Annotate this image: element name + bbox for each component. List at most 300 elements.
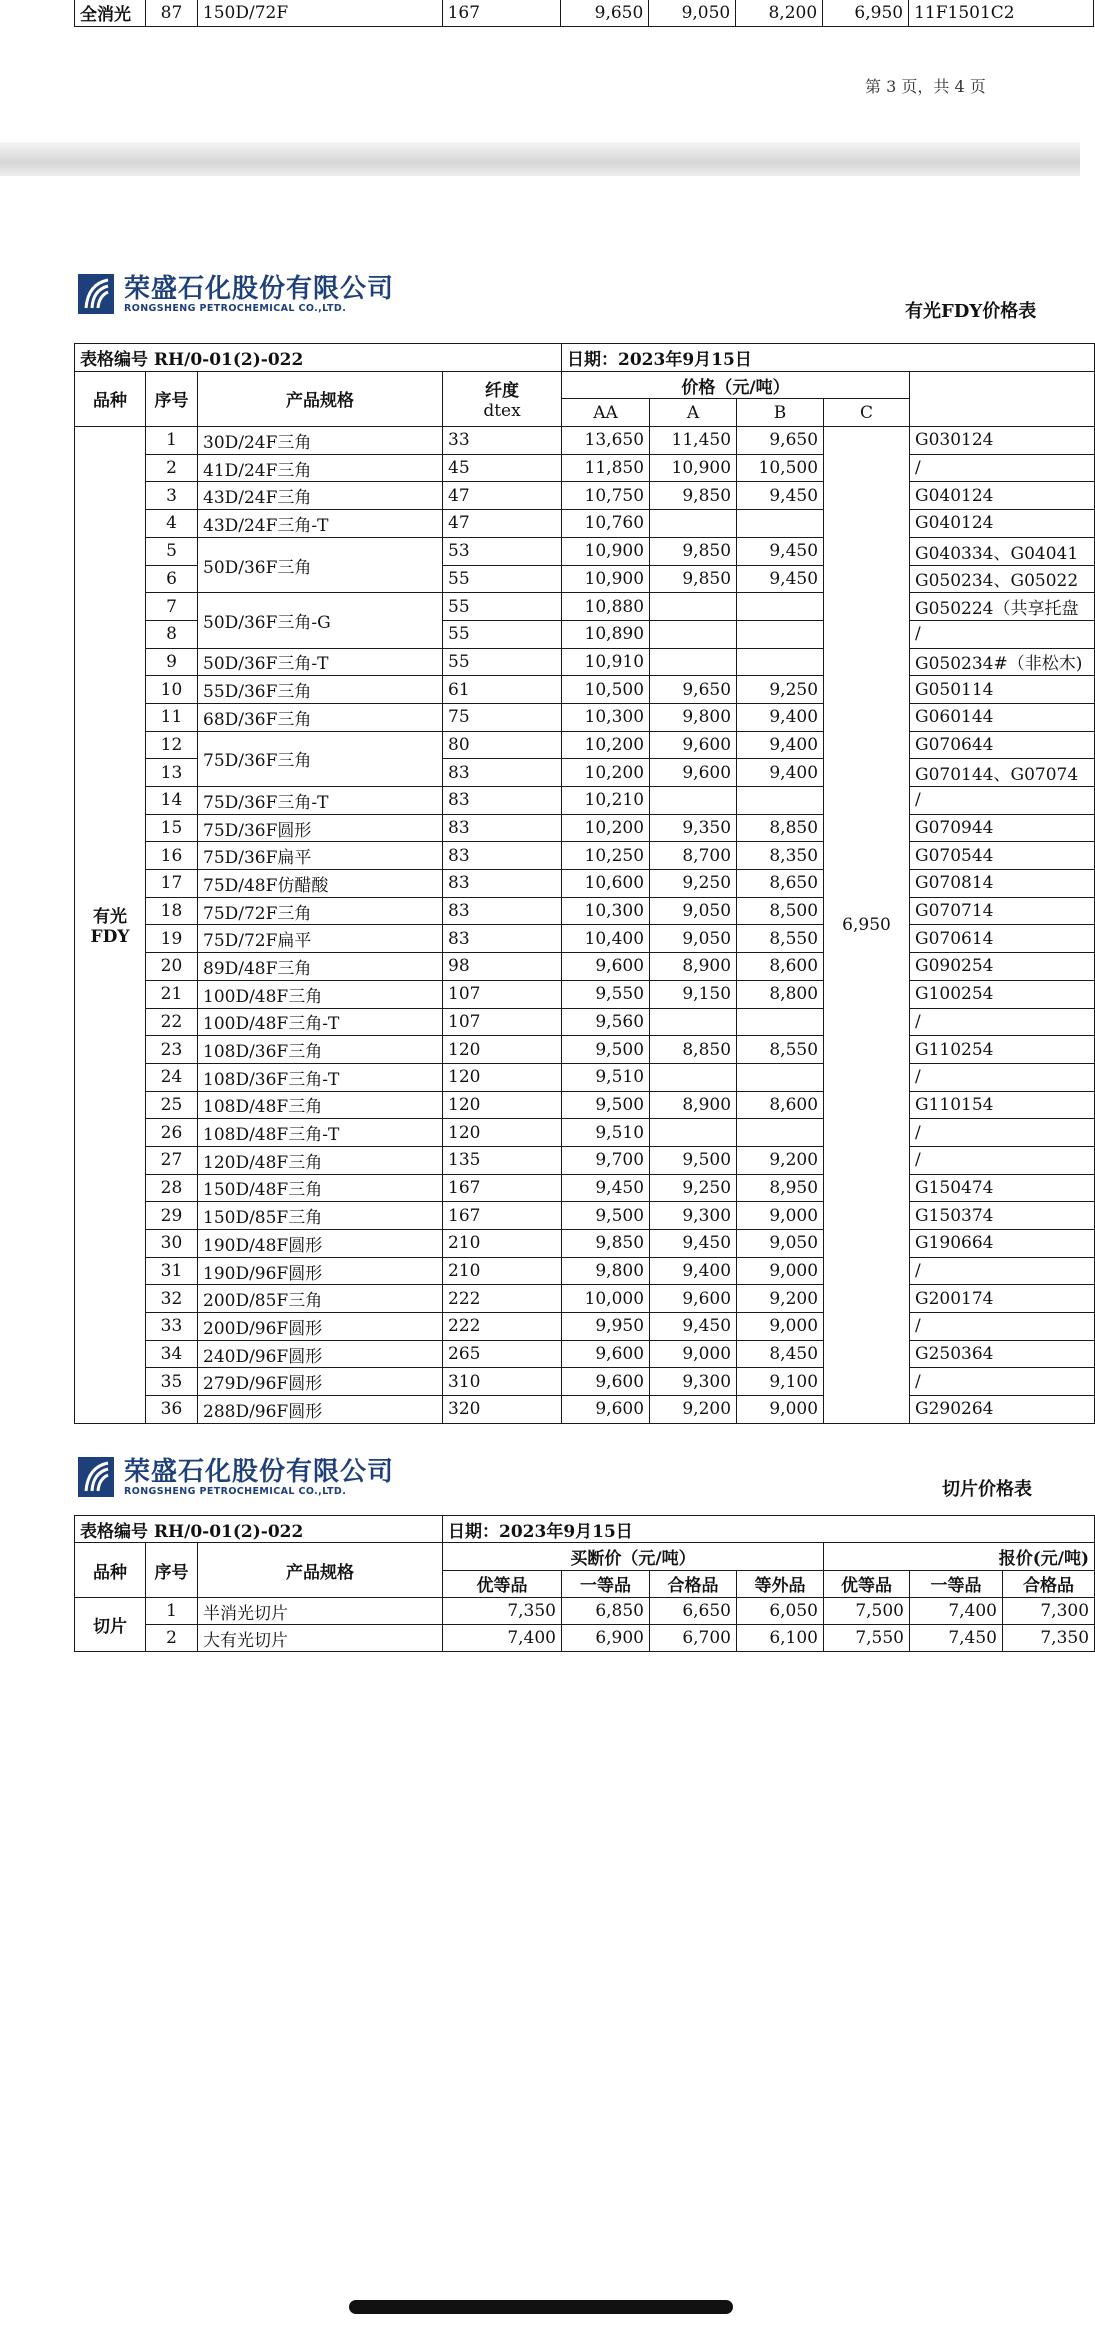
price-b-cell: 9,200 (737, 1146, 824, 1174)
chip-header-buyout-first: 一等品 (562, 1570, 650, 1597)
chip-type-cell: 切片 (75, 1597, 146, 1652)
code-cell: / (910, 1257, 1095, 1285)
code-cell: G070644 (910, 731, 1095, 759)
code-cell: / (910, 1008, 1095, 1036)
table-row (75, 870, 1095, 898)
no-cell: 23 (146, 1036, 198, 1064)
price-b-cell: 9,650 (737, 427, 824, 455)
dtex-cell: 83 (443, 870, 562, 898)
code-cell: G040124 (910, 510, 1095, 538)
chip-quote-premium-cell: 7,500 (824, 1597, 910, 1624)
dtex-cell: 55 (443, 620, 562, 648)
price-aa-cell: 10,750 (562, 482, 650, 510)
no-cell: 8 (146, 620, 198, 648)
code-cell: G050114 (910, 676, 1095, 704)
price-a-cell: 9,600 (650, 731, 737, 759)
no-cell: 26 (146, 1119, 198, 1147)
spec-cell: 68D/36F三角 (198, 703, 443, 731)
price-b-cell: 10,500 (737, 454, 824, 482)
no-cell: 27 (146, 1146, 198, 1174)
price-b-cell: 9,000 (737, 1313, 824, 1341)
price-b-cell (737, 1063, 824, 1091)
price-b-cell: 9,000 (737, 1396, 824, 1424)
price-a-cell: 9,250 (650, 1174, 737, 1202)
spec-cell: 50D/36F三角-G (198, 593, 443, 648)
price-a-cell: 9,250 (650, 870, 737, 898)
price-aa-cell: 10,890 (562, 620, 650, 648)
price-b-cell: 8,850 (737, 814, 824, 842)
table-row (75, 1091, 1095, 1119)
price-b-cell (737, 1119, 824, 1147)
spec-cell: 75D/36F三角 (198, 731, 443, 786)
price-aa-cell: 10,600 (562, 870, 650, 898)
table-row (75, 1119, 1095, 1147)
chip-header-quote-qualified: 合格品 (1003, 1570, 1095, 1597)
dtex-cell: 55 (443, 593, 562, 621)
table-row (75, 814, 1095, 842)
price-b-cell: 9,250 (737, 676, 824, 704)
spec-cell: 41D/24F三角 (198, 454, 443, 482)
price-aa-cell: 9,600 (562, 1340, 650, 1368)
dtex-cell: 167 (442, 0, 561, 27)
no-cell: 18 (146, 897, 198, 925)
table-row (75, 925, 1095, 953)
spec-cell: 75D/36F圆形 (198, 814, 443, 842)
spec-cell: 75D/48F仿醋酸 (198, 870, 443, 898)
home-indicator[interactable] (349, 2300, 733, 2314)
no-cell: 32 (146, 1285, 198, 1313)
price-a-cell (650, 787, 737, 815)
price-a-cell: 9,300 (650, 1368, 737, 1396)
price-aa-cell: 10,250 (562, 842, 650, 870)
price-aa-cell: 9,600 (562, 1396, 650, 1424)
price-c-cell: 6,950 (824, 427, 910, 1424)
price-a-cell: 9,050 (650, 925, 737, 953)
no-cell: 25 (146, 1091, 198, 1119)
no-cell: 15 (146, 814, 198, 842)
fdy-price-title: 有光FDY价格表 (905, 301, 1037, 322)
price-a-cell: 9,050 (650, 897, 737, 925)
no-cell: 11 (146, 703, 198, 731)
no-cell: 17 (146, 870, 198, 898)
no-cell: 3 (146, 482, 198, 510)
price-aa-cell: 10,880 (562, 593, 650, 621)
dtex-cell: 98 (443, 953, 562, 981)
price-a-cell: 9,500 (650, 1146, 737, 1174)
chip-buyout-first-cell: 6,850 (562, 1597, 650, 1624)
dtex-cell: 55 (443, 648, 562, 676)
rongsheng-logo-icon (78, 1455, 114, 1499)
price-aa-cell: 10,500 (562, 676, 650, 704)
price-a-cell: 9,150 (650, 980, 737, 1008)
price-aa-cell: 13,650 (562, 427, 650, 455)
table-row (75, 897, 1095, 925)
chip-buyout-qualified-cell: 6,700 (650, 1625, 737, 1652)
price-a-cell: 9,600 (650, 1285, 737, 1313)
spec-cell: 100D/48F三角-T (198, 1008, 443, 1036)
price-aa-cell: 9,550 (562, 980, 650, 1008)
price-aa-cell: 9,650 (561, 0, 649, 27)
chip-header-quote-first: 一等品 (910, 1570, 1003, 1597)
header-no: 序号 (146, 371, 198, 426)
dtex-cell: 83 (443, 814, 562, 842)
price-aa-cell: 10,760 (562, 510, 650, 538)
price-aa-cell: 9,800 (562, 1257, 650, 1285)
dtex-cell: 33 (443, 427, 562, 455)
price-a-cell: 9,850 (650, 537, 737, 565)
code-cell: G070614 (910, 925, 1095, 953)
chip-header-type: 品种 (75, 1543, 146, 1598)
price-a-cell (650, 510, 737, 538)
price-b-cell: 9,450 (737, 482, 824, 510)
dtex-cell: 45 (443, 454, 562, 482)
spec-cell: 75D/72F三角 (198, 897, 443, 925)
dtex-cell: 53 (443, 537, 562, 565)
fdy-type-cell (75, 427, 146, 1424)
table-row (75, 980, 1095, 1008)
spec-cell: 120D/48F三角 (198, 1146, 443, 1174)
price-aa-cell: 10,210 (562, 787, 650, 815)
price-b-cell: 8,350 (737, 842, 824, 870)
price-b-cell (737, 648, 824, 676)
price-b-cell: 9,450 (737, 537, 824, 565)
dtex-cell: 83 (443, 925, 562, 953)
price-b-cell: 8,650 (737, 870, 824, 898)
chip-quote-first-cell: 7,450 (910, 1625, 1003, 1652)
dtex-cell: 47 (443, 482, 562, 510)
previous-page-table-row (74, 0, 1094, 27)
price-b-cell: 9,400 (737, 731, 824, 759)
table-row (75, 1202, 1095, 1230)
price-b-cell: 9,400 (737, 759, 824, 787)
no-cell: 87 (145, 0, 197, 27)
code-cell: G190664 (910, 1230, 1095, 1258)
price-a-cell (650, 593, 737, 621)
price-b-cell: 9,100 (737, 1368, 824, 1396)
price-aa-cell: 9,600 (562, 953, 650, 981)
no-cell: 28 (146, 1174, 198, 1202)
chip-spec-cell: 半消光切片 (198, 1597, 443, 1624)
table-row (75, 1313, 1095, 1341)
no-cell: 7 (146, 593, 198, 621)
spec-cell: 89D/48F三角 (198, 953, 443, 981)
code-cell: G070544 (910, 842, 1095, 870)
spec-cell: 108D/48F三角-T (198, 1119, 443, 1147)
spec-cell: 200D/96F圆形 (198, 1313, 443, 1341)
price-aa-cell: 9,560 (562, 1008, 650, 1036)
price-b-cell: 9,400 (737, 703, 824, 731)
price-b-cell: 8,450 (737, 1340, 824, 1368)
table-row (75, 953, 1095, 981)
chip-header-buyout-qualified: 合格品 (650, 1570, 737, 1597)
dtex-cell: 80 (443, 731, 562, 759)
chip-quote-qualified-cell: 7,300 (1003, 1597, 1095, 1624)
table-row (75, 703, 1095, 731)
price-a-cell: 9,000 (650, 1340, 737, 1368)
code-cell: G040124 (910, 482, 1095, 510)
table-row (75, 1063, 1095, 1091)
table-row (75, 1340, 1095, 1368)
chip-header-quote: 报价(元/吨) (824, 1543, 1095, 1570)
header-b: B (737, 399, 824, 427)
price-aa-cell: 9,510 (562, 1119, 650, 1147)
price-a-cell: 9,800 (650, 703, 737, 731)
price-a-cell: 8,900 (650, 1091, 737, 1119)
header-a: A (650, 399, 737, 427)
chip-header-buyout-off: 等外品 (737, 1570, 824, 1597)
chip-header-quote-premium: 优等品 (824, 1570, 910, 1597)
price-a-cell: 9,300 (650, 1202, 737, 1230)
no-cell: 33 (146, 1313, 198, 1341)
no-cell: 34 (146, 1340, 198, 1368)
code-cell: 11F1501C2 (909, 0, 1094, 27)
dtex-cell: 83 (443, 759, 562, 787)
spec-cell: 150D/72F (197, 0, 442, 27)
header-dtex-line1: 纤度 (485, 381, 519, 402)
price-b-cell (737, 510, 824, 538)
spec-cell: 200D/85F三角 (198, 1285, 443, 1313)
price-a-cell: 9,350 (650, 814, 737, 842)
no-cell: 12 (146, 731, 198, 759)
spec-cell: 100D/48F三角 (198, 980, 443, 1008)
type-cell: 全消光 (75, 0, 146, 27)
table-row (75, 427, 1095, 455)
code-cell: G040334、G04041 (910, 537, 1095, 565)
price-a-cell: 9,050 (649, 0, 736, 27)
chip-buyout-qualified-cell: 6,650 (650, 1597, 737, 1624)
no-cell: 36 (146, 1396, 198, 1424)
no-cell: 10 (146, 676, 198, 704)
header-aa: AA (562, 399, 650, 427)
table-row (75, 537, 1095, 565)
table-row (75, 1036, 1095, 1064)
spec-cell: 75D/36F扁平 (198, 842, 443, 870)
price-a-cell (650, 1008, 737, 1036)
dtex-cell: 120 (443, 1119, 562, 1147)
dtex-cell: 120 (443, 1063, 562, 1091)
table-row (75, 731, 1095, 759)
spec-cell: 240D/96F圆形 (198, 1340, 443, 1368)
price-b-cell: 8,950 (737, 1174, 824, 1202)
code-cell: G070144、G07074 (910, 759, 1095, 787)
chip-form-number: 表格编号 RH/0-01(2)-022 (75, 1516, 443, 1543)
header-spec: 产品规格 (198, 371, 443, 426)
dtex-cell: 75 (443, 703, 562, 731)
price-aa-cell: 9,500 (562, 1202, 650, 1230)
code-cell: G110254 (910, 1036, 1095, 1064)
price-aa-cell: 10,200 (562, 731, 650, 759)
dtex-cell: 210 (443, 1257, 562, 1285)
dtex-cell: 320 (443, 1396, 562, 1424)
dtex-cell: 265 (443, 1340, 562, 1368)
dtex-cell: 120 (443, 1091, 562, 1119)
price-a-cell: 8,850 (650, 1036, 737, 1064)
price-b-cell: 8,600 (737, 953, 824, 981)
chip-quote-first-cell: 7,400 (910, 1597, 1003, 1624)
spec-cell: 55D/36F三角 (198, 676, 443, 704)
fdy-type-line2: FDY (90, 927, 130, 948)
price-b-cell (737, 593, 824, 621)
price-b-cell (737, 787, 824, 815)
code-cell: / (910, 1368, 1095, 1396)
code-cell: G110154 (910, 1091, 1095, 1119)
company-logo (78, 1455, 394, 1499)
code-cell: / (910, 454, 1095, 482)
table-row (75, 593, 1095, 621)
code-cell: G070714 (910, 897, 1095, 925)
table-row (75, 1396, 1095, 1424)
spec-cell: 75D/36F三角-T (198, 787, 443, 815)
price-b-cell: 8,200 (736, 0, 823, 27)
price-aa-cell: 9,850 (562, 1230, 650, 1258)
price-c-cell: 6,950 (823, 0, 909, 27)
no-cell: 22 (146, 1008, 198, 1036)
table-row (75, 1230, 1095, 1258)
code-cell: G150374 (910, 1202, 1095, 1230)
header-price: 价格（元/吨） (562, 371, 910, 399)
page-separator (0, 142, 1080, 176)
price-b-cell: 9,000 (737, 1202, 824, 1230)
dtex-cell: 47 (443, 510, 562, 538)
price-aa-cell: 10,200 (562, 814, 650, 842)
price-b-cell: 8,550 (737, 1036, 824, 1064)
no-cell: 2 (146, 454, 198, 482)
no-cell: 31 (146, 1257, 198, 1285)
table-row (75, 1008, 1095, 1036)
dtex-cell: 61 (443, 676, 562, 704)
table-row (75, 1174, 1095, 1202)
price-a-cell: 8,700 (650, 842, 737, 870)
chip-buyout-premium-cell: 7,350 (443, 1597, 562, 1624)
header-type: 品种 (75, 371, 146, 426)
code-cell: G050234#（非松木) (910, 648, 1095, 676)
spec-cell: 75D/72F扁平 (198, 925, 443, 953)
price-a-cell (650, 1119, 737, 1147)
price-a-cell: 11,450 (650, 427, 737, 455)
chip-header-spec: 产品规格 (198, 1543, 443, 1598)
page-number: 第 3 页，共 4 页 (865, 77, 986, 96)
price-aa-cell: 10,400 (562, 925, 650, 953)
price-b-cell (737, 1008, 824, 1036)
price-b-cell: 9,450 (737, 565, 824, 593)
spec-cell: 108D/48F三角 (198, 1091, 443, 1119)
chip-quote-premium-cell: 7,550 (824, 1625, 910, 1652)
code-cell: G250364 (910, 1340, 1095, 1368)
price-b-cell: 8,500 (737, 897, 824, 925)
code-cell: G050224（共享托盘 (910, 593, 1095, 621)
company-name-en: RONGSHENG PETROCHEMICAL CO.,LTD. (124, 1485, 347, 1497)
code-cell: / (910, 787, 1095, 815)
chip-spec-cell: 大有光切片 (198, 1625, 443, 1652)
price-a-cell: 9,200 (650, 1396, 737, 1424)
price-aa-cell: 9,500 (562, 1091, 650, 1119)
spec-cell: 150D/85F三角 (198, 1202, 443, 1230)
price-b-cell: 8,550 (737, 925, 824, 953)
no-cell: 9 (146, 648, 198, 676)
spec-cell: 279D/96F圆形 (198, 1368, 443, 1396)
price-aa-cell: 9,510 (562, 1063, 650, 1091)
no-cell: 1 (146, 427, 198, 455)
chip-price-title: 切片价格表 (942, 1479, 1032, 1500)
price-b-cell: 9,000 (737, 1257, 824, 1285)
rongsheng-logo-icon (78, 272, 114, 316)
spec-cell: 190D/96F圆形 (198, 1257, 443, 1285)
price-aa-cell: 9,700 (562, 1146, 650, 1174)
chip-price-table (74, 1515, 1095, 1652)
price-aa-cell: 11,850 (562, 454, 650, 482)
no-cell: 4 (146, 510, 198, 538)
no-cell: 30 (146, 1230, 198, 1258)
no-cell: 14 (146, 787, 198, 815)
price-b-cell (737, 620, 824, 648)
table-row (75, 676, 1095, 704)
chip-buyout-first-cell: 6,900 (562, 1625, 650, 1652)
price-a-cell: 9,450 (650, 1230, 737, 1258)
no-cell: 35 (146, 1368, 198, 1396)
company-name-en: RONGSHENG PETROCHEMICAL CO.,LTD. (124, 302, 347, 314)
code-cell: G070944 (910, 814, 1095, 842)
fdy-date: 日期：2023年9月15日 (562, 344, 1095, 372)
dtex-cell: 83 (443, 842, 562, 870)
no-cell: 24 (146, 1063, 198, 1091)
price-aa-cell: 10,900 (562, 537, 650, 565)
dtex-cell: 107 (443, 1008, 562, 1036)
price-aa-cell: 10,200 (562, 759, 650, 787)
no-cell: 29 (146, 1202, 198, 1230)
table-row (75, 482, 1095, 510)
no-cell: 19 (146, 925, 198, 953)
table-row (75, 454, 1095, 482)
code-cell: / (910, 1119, 1095, 1147)
table-row (75, 1257, 1095, 1285)
header-c: C (824, 399, 910, 427)
spec-cell: 288D/96F圆形 (198, 1396, 443, 1424)
dtex-cell: 83 (443, 897, 562, 925)
no-cell: 5 (146, 537, 198, 565)
price-aa-cell: 10,910 (562, 648, 650, 676)
code-cell: / (910, 620, 1095, 648)
price-aa-cell: 10,300 (562, 703, 650, 731)
spec-cell: 50D/36F三角-T (198, 648, 443, 676)
dtex-cell: 310 (443, 1368, 562, 1396)
table-row (75, 1368, 1095, 1396)
spec-cell: 43D/24F三角-T (198, 510, 443, 538)
price-b-cell: 9,050 (737, 1230, 824, 1258)
price-aa-cell: 10,900 (562, 565, 650, 593)
header-dtex-line2: dtex (483, 401, 521, 422)
company-name-cn: 荣盛石化股份有限公司 (124, 1456, 395, 1487)
dtex-cell: 210 (443, 1230, 562, 1258)
price-a-cell (650, 648, 737, 676)
dtex-cell: 55 (443, 565, 562, 593)
price-a-cell (650, 620, 737, 648)
fdy-form-number: 表格编号 RH/0-01(2)-022 (75, 344, 562, 372)
chip-header-buyout-premium: 优等品 (443, 1570, 562, 1597)
table-row (75, 842, 1095, 870)
header-dtex (443, 371, 562, 426)
code-cell: G090254 (910, 953, 1095, 981)
dtex-cell: 167 (443, 1174, 562, 1202)
no-cell: 13 (146, 759, 198, 787)
chip-header-buyout: 买断价（元/吨） (443, 1543, 824, 1570)
spec-cell: 30D/24F三角 (198, 427, 443, 455)
spec-cell: 108D/36F三角 (198, 1036, 443, 1064)
chip-no-cell: 1 (146, 1597, 198, 1624)
price-a-cell: 9,850 (650, 482, 737, 510)
company-name-cn: 荣盛石化股份有限公司 (124, 273, 395, 304)
price-a-cell: 9,600 (650, 759, 737, 787)
no-cell: 20 (146, 953, 198, 981)
